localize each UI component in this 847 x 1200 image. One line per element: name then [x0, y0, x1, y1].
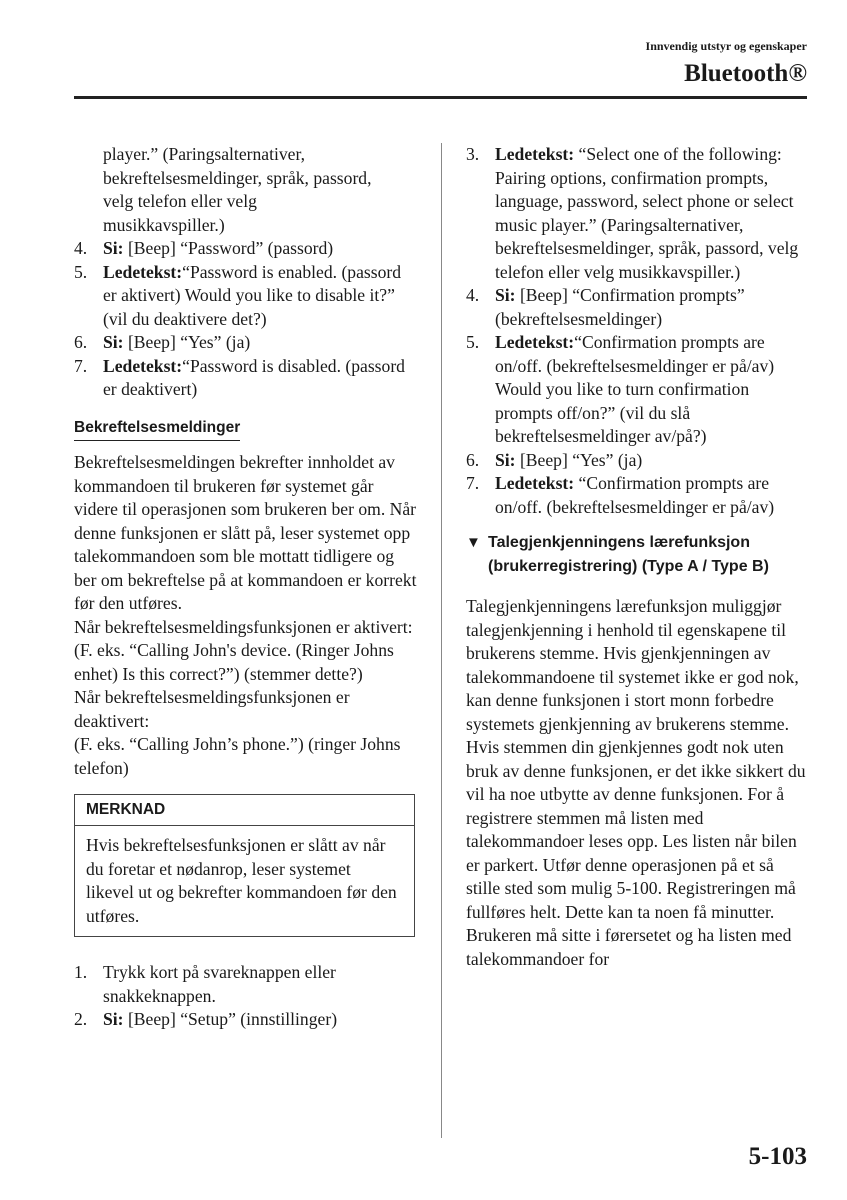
list-label: Si: — [495, 285, 516, 305]
note-box — [74, 794, 415, 937]
list-text: “Select one of the following: Pairing options, confirmation prompts, language, password, select phone or select music player.” (Paringsalternativer, bekreftelsesmeldinger, språk, passord, velg telefon eller velg musikkavspiller.) — [495, 144, 799, 282]
header-rule — [74, 96, 807, 99]
page-title: Bluetooth® — [684, 60, 807, 87]
section-title: Innvendig utstyr og egenskaper — [645, 39, 807, 53]
triangle-marker-icon: ▼ — [466, 534, 481, 551]
list-label: Ledetekst: — [103, 261, 183, 282]
list-item — [74, 331, 419, 355]
list-label: Ledetekst: — [495, 144, 575, 164]
list-number: 5. — [74, 261, 88, 282]
list-item — [466, 472, 811, 519]
list-number: 3. — [466, 144, 480, 164]
list-item — [466, 284, 811, 331]
note-title: MERKNAD — [75, 795, 414, 826]
list-number: 4. — [74, 238, 88, 258]
list-text: [Beep] “Yes” (ja) — [515, 449, 643, 470]
list-number: 1. — [74, 962, 88, 982]
list-text: “Confirmation prompts are on/off. (bekreftelsesmeldinger er på/av) — [495, 473, 775, 517]
list-label: Ledetekst: — [495, 473, 575, 493]
left-column — [74, 143, 419, 1032]
list-number: 6. — [74, 332, 88, 352]
text-line: velg telefon eller velg — [103, 191, 257, 211]
list-number: 5. — [466, 332, 480, 352]
list-text: [Beep] “Confirmation prompts” (bekreftelsesmeldinger) — [495, 285, 745, 329]
list-item — [466, 143, 811, 284]
text-line: musikkavspiller.) — [103, 214, 225, 235]
paragraph: Når bekreftelsesmeldingsfunksjonen er aktivert: — [74, 616, 413, 637]
continued-text — [74, 143, 419, 237]
page-number: 5-103 — [748, 1143, 807, 1170]
list-item — [74, 355, 419, 402]
paragraph: (F. eks. “Calling John’s phone.”) (ringer Johns telefon) — [74, 734, 401, 778]
list-number: 4. — [466, 285, 480, 305]
right-column — [466, 143, 811, 971]
list-item — [466, 331, 811, 449]
list-label: Ledetekst: — [495, 332, 575, 352]
list-label: Si: — [103, 1009, 124, 1029]
paragraph: Talegjenkjenningens lærefunksjon muliggjør talegjenkjenning i henhold til egenskapene til brukerens stemme. Hvis gjenkjenningen av talekommandoene til systemet ikke er god nok, kan denne funksjonen i stort monn forbedre systemets gjenkjenning av brukerens stemme. Hvis stemmen din gjenkjennes godt nok uten bruk av denne funksjonen, er det ikke sikkert du vil ha noe utbytte av denne funksjonen. For å registrere stemmen må listen med talekommandoer leses opp. Les listen når bilen er parkert. Utfør denne operasjonen på et så stille sted som mulig 5-100. Registreringen må fullføres helt. Dette kan ta noen få minutter. Brukeren må sitte i førersetet og ha listen med talekommandoer for — [466, 596, 806, 969]
page-header — [646, 38, 807, 90]
list-text: [Beep] “Password” (passord) — [123, 238, 334, 258]
column-divider — [441, 143, 442, 1138]
steps-list — [74, 961, 419, 1032]
paragraph: (F. eks. “Calling John's device. (Ringer Johns enhet) Is this correct?”) (stemmer dette?) — [74, 640, 394, 684]
list-number: 6. — [466, 449, 480, 470]
list-label: Si: — [103, 332, 124, 352]
section-heading — [466, 531, 811, 579]
list-number: 7. — [74, 355, 88, 376]
list-text: “Password is enabled. (passord er aktivert) Would you like to disable it?” (vil du deaktivere det?) — [103, 261, 402, 329]
list-label: Si: — [103, 238, 124, 258]
list-text: “Password is disabled. (passord er deaktivert) — [103, 355, 405, 399]
list-label: Ledetekst: — [103, 355, 183, 376]
note-body: Hvis bekreftelsesfunksjonen er slått av når du foretar et nødanrop, leser systemet likevel ut og bekrefter kommandoen før den utføres. — [86, 835, 397, 926]
subheading: Bekreftelsesmeldinger — [74, 416, 240, 442]
text-line: bekreftelsesmeldinger, språk, passord, — [103, 167, 372, 188]
list-number: 2. — [74, 1009, 88, 1029]
list-text: [Beep] “Setup” (innstillinger) — [123, 1009, 338, 1029]
list-item — [466, 449, 811, 473]
list-text: “Confirmation prompts are on/off. (bekreftelsesmeldinger er på/av) Would you like to turn confirmation prompts off/on?” (vil du slå bekreftelsesmeldinger av/på?) — [495, 332, 775, 446]
list-item — [74, 961, 419, 1008]
paragraph: Bekreftelsesmeldingen bekrefter innholdet av kommandoen til brukeren før systemet går videre til operasjonen som brukeren ber om. Når denne funksjonen er slått på, leser systemet opp talekommandoen som ble mottatt tidligere og ber om bekreftelse på at kommandoen er korrekt før den utføres. — [74, 452, 417, 613]
list-label: Si: — [495, 449, 516, 470]
list-text: [Beep] “Yes” (ja) — [123, 332, 251, 352]
section-heading-text: Talegjenkjenningens lærefunksjon (brukerregistrering) (Type A / Type B) — [488, 534, 769, 575]
list-item — [74, 237, 419, 261]
list-number: 7. — [466, 473, 480, 493]
text-line: player.” (Paringsalternativer, — [103, 144, 306, 164]
list-item — [74, 261, 419, 332]
list-text: Trykk kort på svareknappen eller snakkeknappen. — [103, 962, 336, 1006]
list-item — [74, 1008, 419, 1032]
paragraph: Når bekreftelsesmeldingsfunksjonen er deaktivert: — [74, 687, 350, 731]
